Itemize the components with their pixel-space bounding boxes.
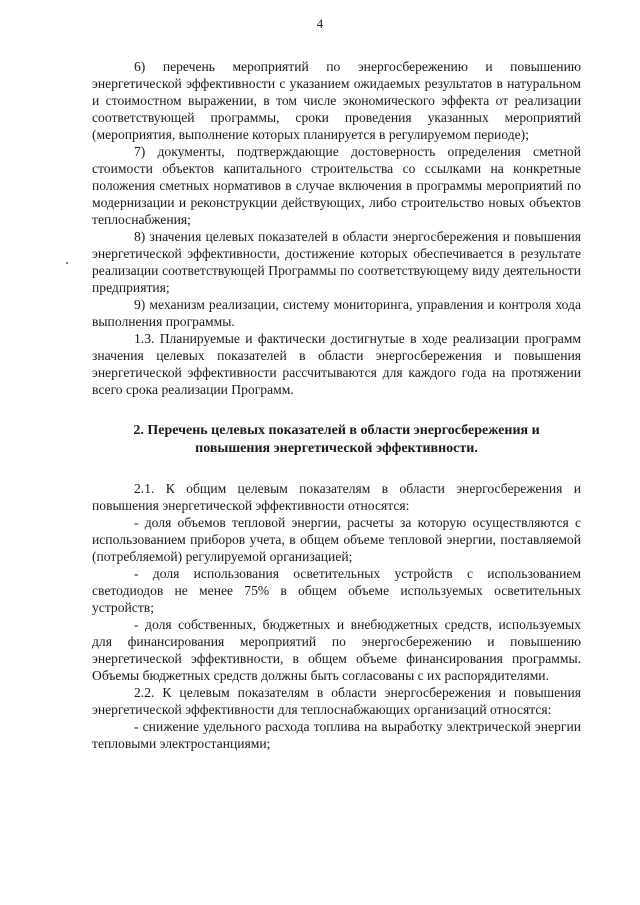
paragraph-item-8: 8) значения целевых показателей в области энергосбережения и повышения энергетической эффективности, достижение которых обеспечивается в результате реализации соответствующей Программы по соответствующему виду деятельности предприятия; [92,229,581,295]
bullet-led-lighting: - доля использования осветительных устройств с использованием светодиодов не менее 75% в общем объеме используемых осветительных устройств; [92,566,581,615]
page-number: 4 [316,16,324,31]
paragraph-item-9: 9) механизм реализации, систему мониторинга, управления и контроля хода выполнения программы. [92,297,581,329]
paragraph-2-2: 2.2. К целевым показателям в области энергосбережения и повышения энергетической эффективности для теплоснабжающих организаций относятся: [92,685,581,717]
bullet-fuel-consumption: - снижение удельного расхода топлива на выработку электрической энергии тепловыми электростанциями; [92,719,581,751]
paragraph-item-6: 6) перечень мероприятий по энергосбережению и повышению энергетической эффективности с указанием ожидаемых результатов в натуральном и стоимостном выражении, в том числе экономического эффекта от реализации соответствующей программы, сроки проведения указанных мероприятий (мероприятия, выполнение которых планируется в регулируемом периоде); [92,59,581,142]
bullet-heat-metering: - доля объемов тепловой энергии, расчеты за которую осуществляются с использованием приборов учета, в общем объеме тепловой энергии, поставляемой (потребляемой) регулируемой организацией; [92,515,581,564]
paragraph-item-7: 7) документы, подтверждающие достоверность определения сметной стоимости объектов капитального строительства со ссылками на конкретные положения сметных нормативов в случае включения в программы мероприятий по модернизации и реконструкции действующих, либо строительство новых объектов теплоснабжения; [92,144,581,227]
section-2-heading-line-2: повышения энергетической эффективности. [195,441,478,456]
margin-mark [66,262,68,264]
document-body [92,58,581,752]
bullet-financing-share: - доля собственных, бюджетных и внебюджетных средств, используемых для финансирования мероприятий по энергосбережению и повышению энергетической эффективности, в общем объеме финансирования программы. Объемы бюджетных средств должны быть согласованы с их распорядителями. [92,617,581,683]
paragraph-2-1: 2.1. К общим целевым показателям в области энергосбережения и повышения энергетической эффективности относятся: [92,481,581,513]
section-2-heading-line-1: 2. Перечень целевых показателей в области энергосбережения и [133,423,540,438]
paragraph-1-3: 1.3. Планируемые и фактически достигнутые в ходе реализации программ значения целевых показателей в области энергосбережения и повышения энергетической эффективности рассчитываются для каждого года на протяжении всего срока реализации Программ. [92,331,581,397]
section-2-heading [92,422,581,458]
